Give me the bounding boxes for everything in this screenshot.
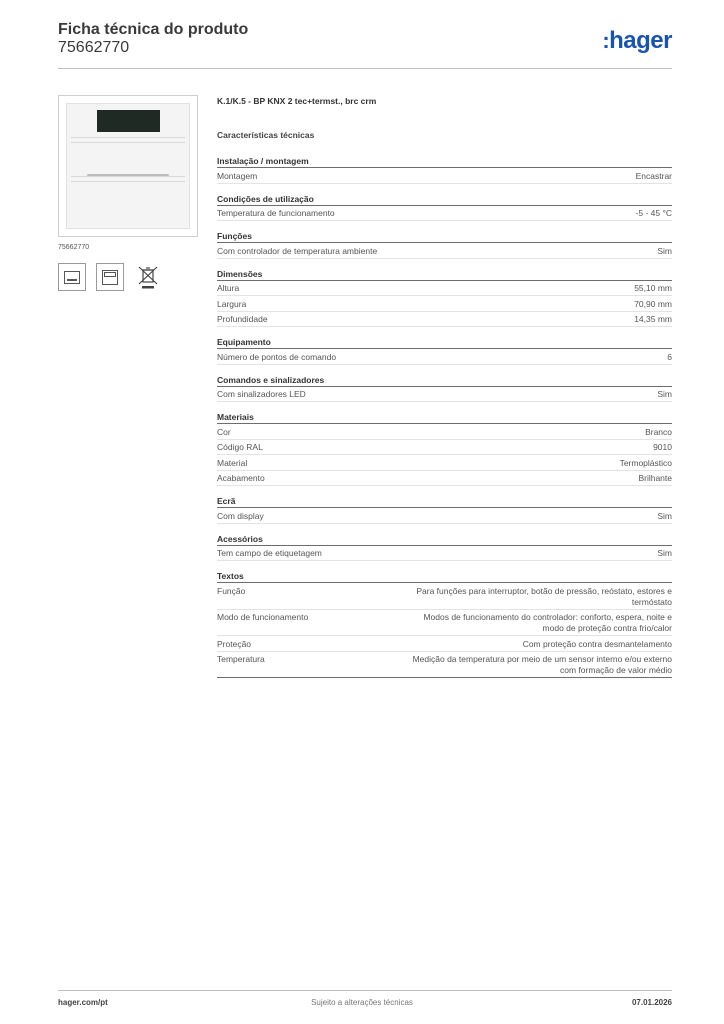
spec-value: Sim [657, 245, 672, 256]
product-number: 75662770 [58, 39, 130, 56]
spec-section [217, 269, 672, 328]
section-title: Materiais [217, 412, 672, 424]
spec-value: -5 - 45 °C [635, 208, 672, 218]
image-code: 75662770 [58, 244, 90, 251]
spec-value: 14,35 mm [634, 314, 672, 324]
spec-section [217, 194, 672, 222]
spec-value: Modos de funcionamento do controlador: conforto, espera, noite e modo de proteção contra frio/calor [423, 612, 672, 633]
spec-key: Profundidade [217, 314, 268, 324]
spec-value: Para funções para interruptor, botão de pressão, reóstato, estores e termóstato [416, 585, 672, 607]
product-image [58, 95, 198, 237]
spec-value: Brilhante [638, 473, 672, 483]
spec-section [217, 412, 672, 486]
spec-row [217, 610, 672, 637]
spec-value: Medição da temperatura por meio de um sensor interno e/ou externo com formação de valor médio [412, 654, 672, 675]
footer-divider [58, 990, 672, 991]
spec-section [217, 571, 672, 678]
footer-date: 07.01.2026 [631, 998, 672, 1007]
spec-row [217, 281, 672, 297]
logo-text: hager [609, 27, 672, 54]
spec-row [217, 243, 672, 259]
device-display [97, 110, 160, 132]
product-title: K.1/K.5 - BP KNX 2 tec+termst., brc crm [217, 96, 377, 106]
spec-value: Termoplástico [619, 457, 672, 468]
spec-key: Modo de funcionamento [217, 612, 309, 622]
spec-key: Código RAL [217, 442, 263, 452]
display-device-icon [96, 263, 124, 291]
weee-crossed-bin-icon [134, 263, 162, 291]
spec-key: Número de pontos de comando [217, 351, 337, 362]
section-title: Ecrã [217, 496, 672, 508]
spec-section [217, 231, 672, 259]
section-title: Textos [217, 571, 672, 583]
spec-row [217, 471, 672, 487]
spec-key: Temperatura [217, 654, 265, 664]
footer-website: hager.com/pt [58, 998, 108, 1007]
spec-section [217, 375, 672, 403]
spec-section [217, 337, 672, 365]
spec-key: Acabamento [217, 473, 265, 483]
spec-value: Com proteção contra desmantelamento [522, 638, 672, 649]
spec-value: 6 [667, 351, 672, 362]
page-title: Ficha técnica do produto [58, 21, 249, 38]
spec-row [217, 349, 672, 365]
spec-section [217, 156, 672, 184]
spec-row [217, 206, 672, 222]
spec-key: Tem campo de etiquetagem [217, 548, 322, 558]
spec-row [217, 168, 672, 184]
spec-key: Temperatura de funcionamento [217, 208, 335, 218]
section-title: Funções [217, 231, 672, 243]
spec-value: Sim [657, 548, 672, 558]
spec-value: 70,90 mm [634, 298, 672, 309]
spec-key: Largura [217, 298, 247, 309]
spec-key: Altura [217, 283, 240, 293]
spec-row [217, 312, 672, 328]
spec-key: Cor [217, 426, 231, 437]
section-title: Acessórios [217, 534, 672, 546]
spec-key: Montagem [217, 170, 258, 181]
section-title: Equipamento [217, 337, 672, 349]
spec-table [217, 156, 672, 688]
spec-row [217, 455, 672, 471]
spec-value: 9010 [653, 442, 672, 452]
spec-key: Com display [217, 510, 264, 521]
spec-row [217, 424, 672, 440]
section-title: Condições de utilização [217, 194, 672, 206]
spec-row [217, 546, 672, 562]
surface-mount-icon [58, 263, 86, 291]
spec-key: Com controlador de temperatura ambiente [217, 245, 378, 256]
section-title: Instalação / montagem [217, 156, 672, 168]
spec-row [217, 636, 672, 652]
spec-key: Com sinalizadores LED [217, 389, 306, 399]
spec-section [217, 534, 672, 562]
spec-key: Função [217, 585, 246, 596]
spec-row [217, 296, 672, 312]
hager-logo: :hager [602, 27, 672, 54]
device-illustration [66, 103, 190, 229]
footer-notice: Sujeito a alterações técnicas [311, 998, 413, 1007]
spec-value: Sim [657, 510, 672, 521]
spec-key: Proteção [217, 638, 252, 649]
spec-section [217, 496, 672, 524]
spec-value: Sim [657, 389, 672, 399]
spec-row [217, 583, 672, 610]
spec-row [217, 652, 672, 679]
spec-row [217, 508, 672, 524]
header-divider [58, 68, 672, 69]
section-title: Dimensões [217, 269, 672, 281]
spec-value: Branco [645, 426, 672, 437]
spec-value: 55,10 mm [634, 283, 672, 293]
spec-value: Encastrar [635, 170, 672, 181]
spec-row [217, 387, 672, 403]
spec-key: Material [217, 457, 248, 468]
section-title: Comandos e sinalizadores [217, 375, 672, 387]
spec-row [217, 440, 672, 456]
spec-heading: Características técnicas [217, 130, 315, 140]
